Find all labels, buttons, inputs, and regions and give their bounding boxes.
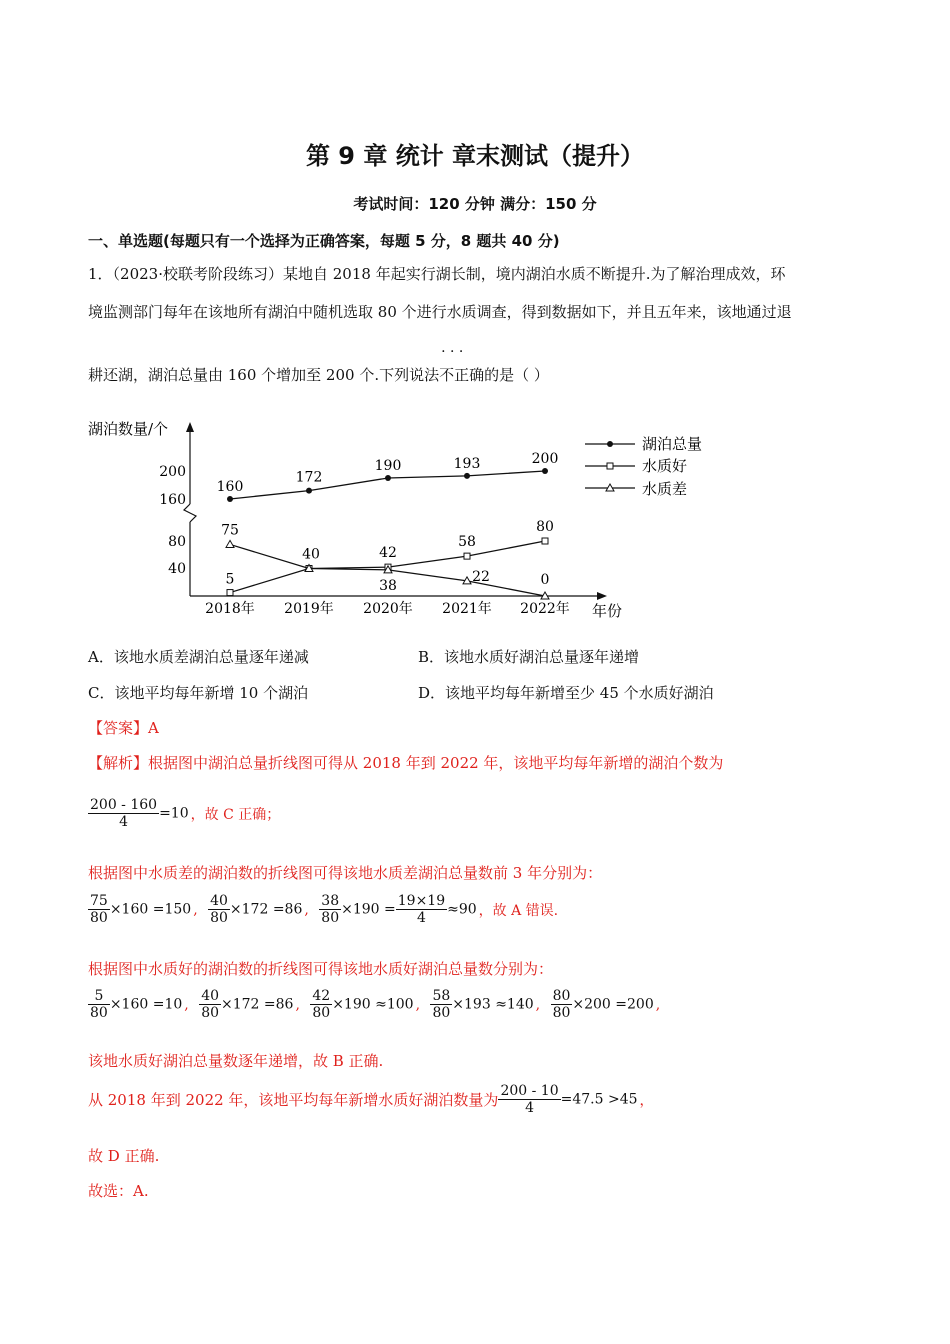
analysis-b-conclusion: 该地水质好湖泊总量数逐年递增，故 B 正确. — [88, 1052, 384, 1070]
answer-label: 【答案】A — [88, 719, 159, 737]
section-heading: 一、单选题(每题只有一个选择为正确答案，每题 5 分，8 题共 40 分) — [88, 232, 560, 250]
x-tick-label-2022: 2022年 — [520, 601, 570, 617]
data-label: 40 — [302, 546, 320, 563]
y-axis-arrow — [186, 422, 194, 432]
analysis-bad-intro: 根据图中水质差的湖泊数的折线图可得该地水质差湖泊总量数前 3 年分别为： — [88, 864, 603, 882]
data-label: 42 — [379, 545, 397, 562]
data-label: 22 — [472, 568, 490, 585]
data-label: 58 — [458, 534, 476, 551]
legend-label-bad: 水质差 — [642, 480, 688, 498]
fraction-bad-2020: $\frac{38}{80}$ — [321, 893, 340, 926]
data-point-square — [542, 538, 548, 544]
x-tick-label-2021: 2021年 — [442, 601, 492, 617]
y-tick-label-80: 80 — [168, 534, 186, 550]
fraction: $\frac{200 - 160}{4}$ — [90, 797, 158, 830]
legend-label-good: 水质好 — [642, 457, 688, 475]
data-label: 193 — [453, 455, 481, 472]
data-label: 190 — [374, 458, 402, 474]
data-label: 172 — [295, 469, 323, 486]
data-point-square — [464, 553, 470, 559]
question-line-1: 1．（2023·校联考阶段练习）某地自 2018 年起实行湖长制，境内湖泊水质不断提升.为了解治理成效，环 — [88, 265, 786, 283]
data-point-dot — [385, 475, 391, 481]
y-tick-label-200: 200 — [159, 464, 186, 480]
analysis-d-conclusion: 故 D 正确. — [88, 1147, 160, 1165]
data-label: 200 — [531, 451, 559, 467]
option-d: D．该地平均每年新增至少 45 个水质好湖泊 — [418, 684, 714, 702]
question-line-3-start: 耕还湖，湖泊总量由 160 个增加至 200 个.下列说法 — [88, 366, 440, 384]
legend-marker-square — [607, 463, 613, 469]
x-axis-label: 年份 — [592, 602, 623, 620]
fraction-good-2021: $\frac{58}{80}$ — [432, 988, 451, 1021]
formula-bad-counts: $\frac{75}{80}$ ×160 =150 , $\frac{40}{80}$ ×172 =86 , $\frac{38}{80}$ ×190 = $\frac{19\times 19}{4}$ ≈90 ，故 A 错误. — [90, 893, 559, 926]
data-point-square — [227, 590, 233, 596]
legend — [585, 435, 702, 498]
exam-info: 考试时间：120 分钟 满分：150 分 — [353, 195, 597, 213]
data-point-triangle — [226, 540, 234, 547]
question-line-3-end: 的是（ ） — [484, 366, 549, 384]
formula-good-counts: $\frac{5}{80}$ ×160 =10 , $\frac{40}{80}$ ×172 =86 , $\frac{42}{80}$ ×190 ≈100 , $\frac{58}{80}$ ×193 ≈140 , $\frac{80}{80}$ ×200 =200 , — [90, 988, 661, 1021]
data-label: 38 — [379, 577, 397, 594]
data-label: 0 — [540, 572, 550, 588]
emphasized-not-correct: · · · 不正确 — [439, 364, 484, 385]
legend-label-total: 湖泊总量 — [642, 435, 703, 453]
y-axis-label: 湖泊数量/个 — [88, 420, 169, 438]
data-point-dot — [542, 468, 548, 474]
y-tick-label-40: 40 — [168, 561, 186, 577]
legend-marker-dot — [607, 441, 613, 447]
option-b: B．该地水质好湖泊总量逐年递增 — [418, 648, 640, 666]
formula-good-avg: 从 2018 年到 2022 年，该地平均每年新增水质好湖泊数量为 $\frac{200 - 10}{4}$ =47.5 >45 ， — [88, 1083, 654, 1116]
data-point-dot — [306, 488, 312, 494]
data-label: 160 — [216, 479, 244, 495]
formula-total-avg: $\frac{200 - 160}{4}$ =10 ，故 C 正确； — [90, 797, 281, 830]
fraction-good-2018: $\frac{5}{80}$ — [90, 988, 108, 1021]
analysis-good-intro: 根据图中水质好的湖泊数的折线图可得该地水质好湖泊总量数分别为： — [88, 960, 554, 978]
line-chart — [80, 410, 730, 625]
data-label: 80 — [536, 519, 554, 535]
x-tick-label-2018: 2018年 — [205, 601, 255, 617]
data-label: 5 — [225, 571, 235, 588]
x-axis-arrow — [597, 592, 607, 600]
fraction-bad-2019: $\frac{40}{80}$ — [210, 893, 228, 926]
x-tick-label-2019: 2019年 — [284, 601, 334, 617]
data-point-dot — [227, 496, 233, 502]
x-tick-label-2020: 2020年 — [363, 601, 413, 617]
data-label: 75 — [221, 522, 239, 539]
question-line-2: 境监测部门每年在该地所有湖泊中随机选取 80 个进行水质调查，得到数据如下，并且五年来，该地通过退 — [88, 303, 792, 321]
analysis-final-choice: 故选：A. — [88, 1182, 149, 1200]
question-line-3 — [88, 364, 549, 385]
fraction-good-2022: $\frac{80}{80}$ — [552, 988, 571, 1021]
page-title: 第 9 章 统计 章末测试（提升） — [305, 142, 645, 170]
fraction-bad-2020-simplified: $\frac{19\times 19}{4}$ — [397, 893, 446, 926]
y-tick-label-160: 160 — [159, 492, 186, 508]
fraction-good-avg: $\frac{200 - 10}{4}$ — [500, 1083, 559, 1116]
option-c: C．该地平均每年新增 10 个湖泊 — [88, 684, 309, 702]
analysis-head: 【解析】根据图中湖泊总量折线图可得从 2018 年到 2022 年，该地平均每年新增的湖泊个数为 — [88, 754, 724, 772]
option-a: A．该地水质差湖泊总量逐年递减 — [88, 648, 309, 666]
data-point-dot — [464, 473, 470, 479]
series-layer — [217, 451, 559, 599]
fraction-good-2019: $\frac{40}{80}$ — [201, 988, 220, 1021]
fraction-good-2020: $\frac{42}{80}$ — [312, 988, 331, 1021]
fraction-bad-2018: $\frac{75}{80}$ — [90, 893, 108, 926]
